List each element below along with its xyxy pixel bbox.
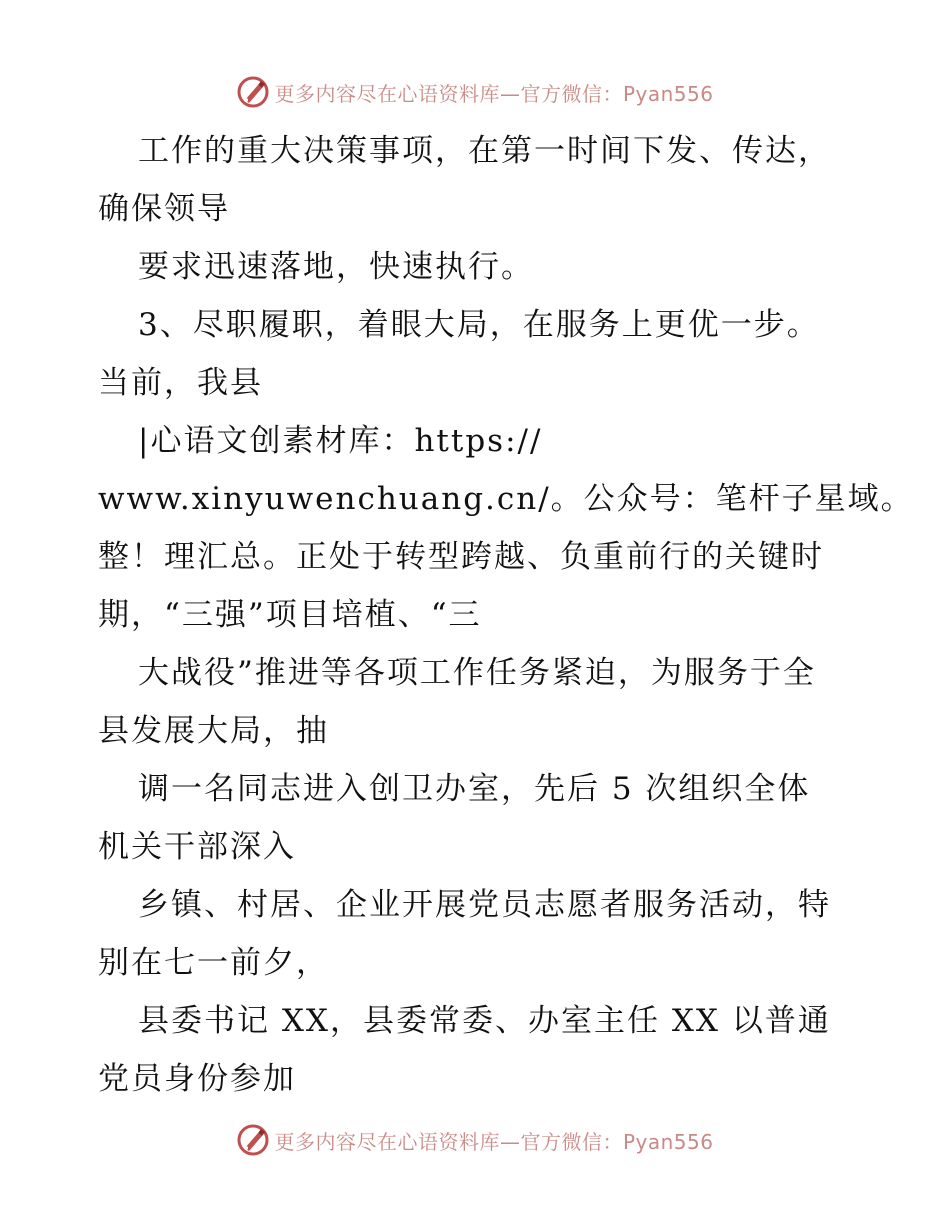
text-line: www.xinyuwenchuang.cn/。公众号：笔杆子星域。 [98,481,914,517]
text-line: 整！理汇总。正处于转型跨越、负重前行的关键时 [98,539,824,575]
text-line: |心语文创素材库：https:// [138,423,543,459]
footer-watermark-banner [0,1120,950,1160]
text-line: 乡镇、村居、企业开展党员志愿者服务活动，特 [138,887,831,923]
pen-logo-icon [236,75,270,109]
document-body [98,122,914,1108]
text-line: 期，“三强”项目培植、“三 [98,597,482,633]
text-line: 调一名同志进入创卫办室，先后 5 次组织全体 [138,771,811,807]
text-line: 机关干部深入 [98,829,296,865]
text-line: 3、尽职履职，着眼大局，在服务上更优一步。 [138,307,820,343]
watermark-text: 更多内容尽在心语资料库—官方微信：Pyan556 [274,1129,714,1154]
text-line: 大战役”推进等各项工作任务紧迫，为服务于全 [138,655,816,691]
text-line: 要求迅速落地，快速执行。 [138,249,534,285]
text-line: 别在七一前夕， [98,945,329,981]
text-line: 确保领导 [98,191,230,227]
pen-logo-icon [236,1123,270,1157]
header-watermark-banner [0,72,950,112]
text-line: 工作的重大决策事项，在第一时间下发、传达， [138,133,831,169]
text-line: 党员身份参加 [98,1061,296,1097]
text-line: 县委书记 XX，县委常委、办室主任 XX 以普通 [138,1003,831,1039]
watermark-text: 更多内容尽在心语资料库—官方微信：Pyan556 [274,81,714,106]
text-line: 县发展大局，抽 [98,713,329,749]
text-line: 当前，我县 [98,365,263,401]
